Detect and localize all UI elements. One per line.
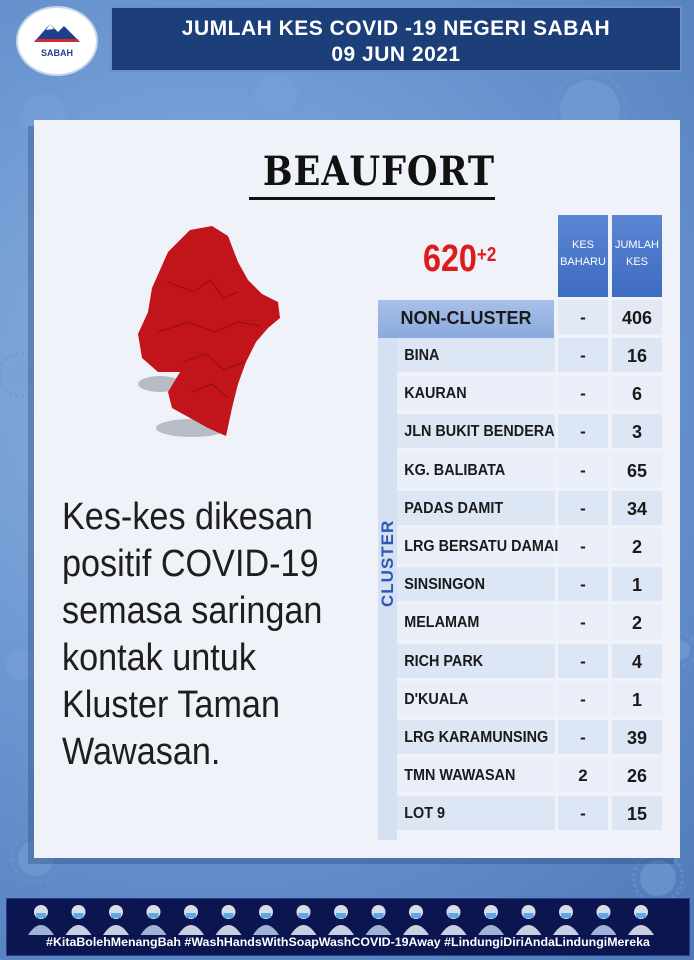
table-row <box>378 453 662 489</box>
person-icon <box>591 905 617 935</box>
table-row <box>378 414 662 450</box>
row-total-cases: 16 <box>626 346 648 366</box>
row-name: MELAMAM <box>404 614 480 632</box>
note-line: kontak untuk <box>62 637 256 679</box>
row-name: KAURAN <box>404 385 467 403</box>
virus-icon <box>6 360 36 390</box>
person-icon <box>628 905 654 935</box>
row-name: LRG BERSATU DAMAI <box>404 538 559 555</box>
row-name: LOT 9 <box>404 805 446 823</box>
row-new-cases: - <box>580 537 586 556</box>
person-icon <box>478 905 504 935</box>
district-underline <box>249 197 495 200</box>
row-name: PADAS DAMIT <box>404 499 504 517</box>
note-line: Kes-kes dikesan <box>62 496 313 538</box>
row-new-cases: - <box>580 460 586 480</box>
row-total-cases: 1 <box>631 575 642 596</box>
person-icon <box>516 905 542 935</box>
sabah-logo <box>16 6 98 76</box>
row-name: SINSINGON <box>404 576 486 594</box>
person-icon <box>291 905 317 935</box>
person-icon <box>178 905 204 935</box>
row-total-cases: 1 <box>631 689 642 710</box>
table-row <box>378 644 662 680</box>
row-name: RICH PARK <box>404 652 484 670</box>
row-new-cases: - <box>580 384 586 404</box>
mountain-icon <box>32 20 82 44</box>
beaufort-map <box>128 222 286 442</box>
note-line: positif COVID-19 <box>62 543 319 585</box>
person-icon <box>403 905 429 935</box>
logo-text: SABAH <box>40 48 73 58</box>
person-icon <box>553 905 579 935</box>
table-row <box>378 720 662 756</box>
title-banner <box>110 6 682 72</box>
row-new-cases: - <box>580 422 586 442</box>
hashtags: #KitaBolehMenangBah #WashHandsWithSoapWashCOVID-19Away #LindungiDiriAndaLindungiMereka <box>46 935 650 949</box>
row-new-cases: - <box>580 804 586 824</box>
virus-icon <box>256 74 296 114</box>
footer-banner <box>6 898 690 956</box>
people-icons <box>27 901 667 935</box>
row-name: D'KUALA <box>404 690 469 708</box>
row-total-cases: 4 <box>631 651 642 672</box>
table-row <box>378 491 662 527</box>
table-row <box>378 567 662 603</box>
row-total-cases: 65 <box>626 460 648 481</box>
table-row <box>378 338 662 374</box>
row-new-cases: - <box>580 575 586 595</box>
note-line: Wawasan. <box>62 731 221 773</box>
table-row <box>378 605 662 641</box>
table-row <box>378 758 662 794</box>
person-icon <box>366 905 392 935</box>
column-header-new-cases <box>558 215 608 297</box>
total-cases <box>423 240 496 278</box>
header-line: JUMLAH <box>614 239 659 251</box>
note-line: Kluster Taman <box>62 684 280 726</box>
row-total-cases: 406 <box>621 308 653 328</box>
row-name: LRG KARAMUNSING <box>404 729 549 746</box>
row-total-cases: 3 <box>631 422 642 443</box>
column-header-total-cases <box>612 215 662 297</box>
table-row-non-cluster <box>378 300 662 336</box>
person-icon <box>66 905 92 935</box>
virus-icon <box>6 650 36 680</box>
row-total-cases: 34 <box>626 498 648 519</box>
header-line: BAHARU <box>560 256 606 268</box>
person-icon <box>253 905 279 935</box>
report-date: 09 JUN 2021 <box>331 43 461 66</box>
row-total-cases: 6 <box>631 384 642 405</box>
table-row <box>378 376 662 412</box>
row-new-cases: - <box>580 346 586 365</box>
row-new-cases: - <box>580 613 586 633</box>
district-name: BEAUFORT <box>262 148 495 195</box>
person-icon <box>328 905 354 935</box>
new-cases-badge: +2 <box>476 244 497 266</box>
table-row <box>378 682 662 718</box>
table-row <box>378 529 662 565</box>
row-total-cases: 2 <box>631 613 642 634</box>
row-name: BINA <box>404 347 440 364</box>
row-new-cases: - <box>580 651 586 671</box>
row-new-cases: 2 <box>578 766 588 786</box>
row-new-cases: - <box>580 308 586 327</box>
person-icon <box>28 905 54 935</box>
person-icon <box>141 905 167 935</box>
person-icon <box>103 905 129 935</box>
case-note <box>62 494 332 776</box>
row-total-cases: 26 <box>626 766 648 787</box>
row-total-cases: 15 <box>626 804 648 825</box>
row-total-cases: 2 <box>631 537 642 557</box>
total-value: 620 <box>423 238 477 280</box>
person-icon <box>441 905 467 935</box>
row-new-cases: - <box>580 728 586 747</box>
header-line: KES <box>571 239 594 251</box>
row-new-cases: - <box>580 689 586 709</box>
row-new-cases: - <box>580 498 586 518</box>
page-title: JUMLAH KES COVID -19 NEGERI SABAH <box>181 17 611 40</box>
row-total-cases: 39 <box>626 728 648 748</box>
person-icon <box>216 905 242 935</box>
note-line: semasa saringan <box>62 590 323 632</box>
virus-icon <box>640 860 676 896</box>
cluster-label: CLUSTER <box>378 519 397 607</box>
row-name: NON-CLUSTER <box>400 308 532 328</box>
row-name: JLN BUKIT BENDERA <box>404 423 555 441</box>
header-line: KES <box>625 256 648 268</box>
table-row <box>378 796 662 832</box>
row-name: KG. BALIBATA <box>404 461 506 479</box>
row-name: TMN WAWASAN <box>404 767 516 785</box>
